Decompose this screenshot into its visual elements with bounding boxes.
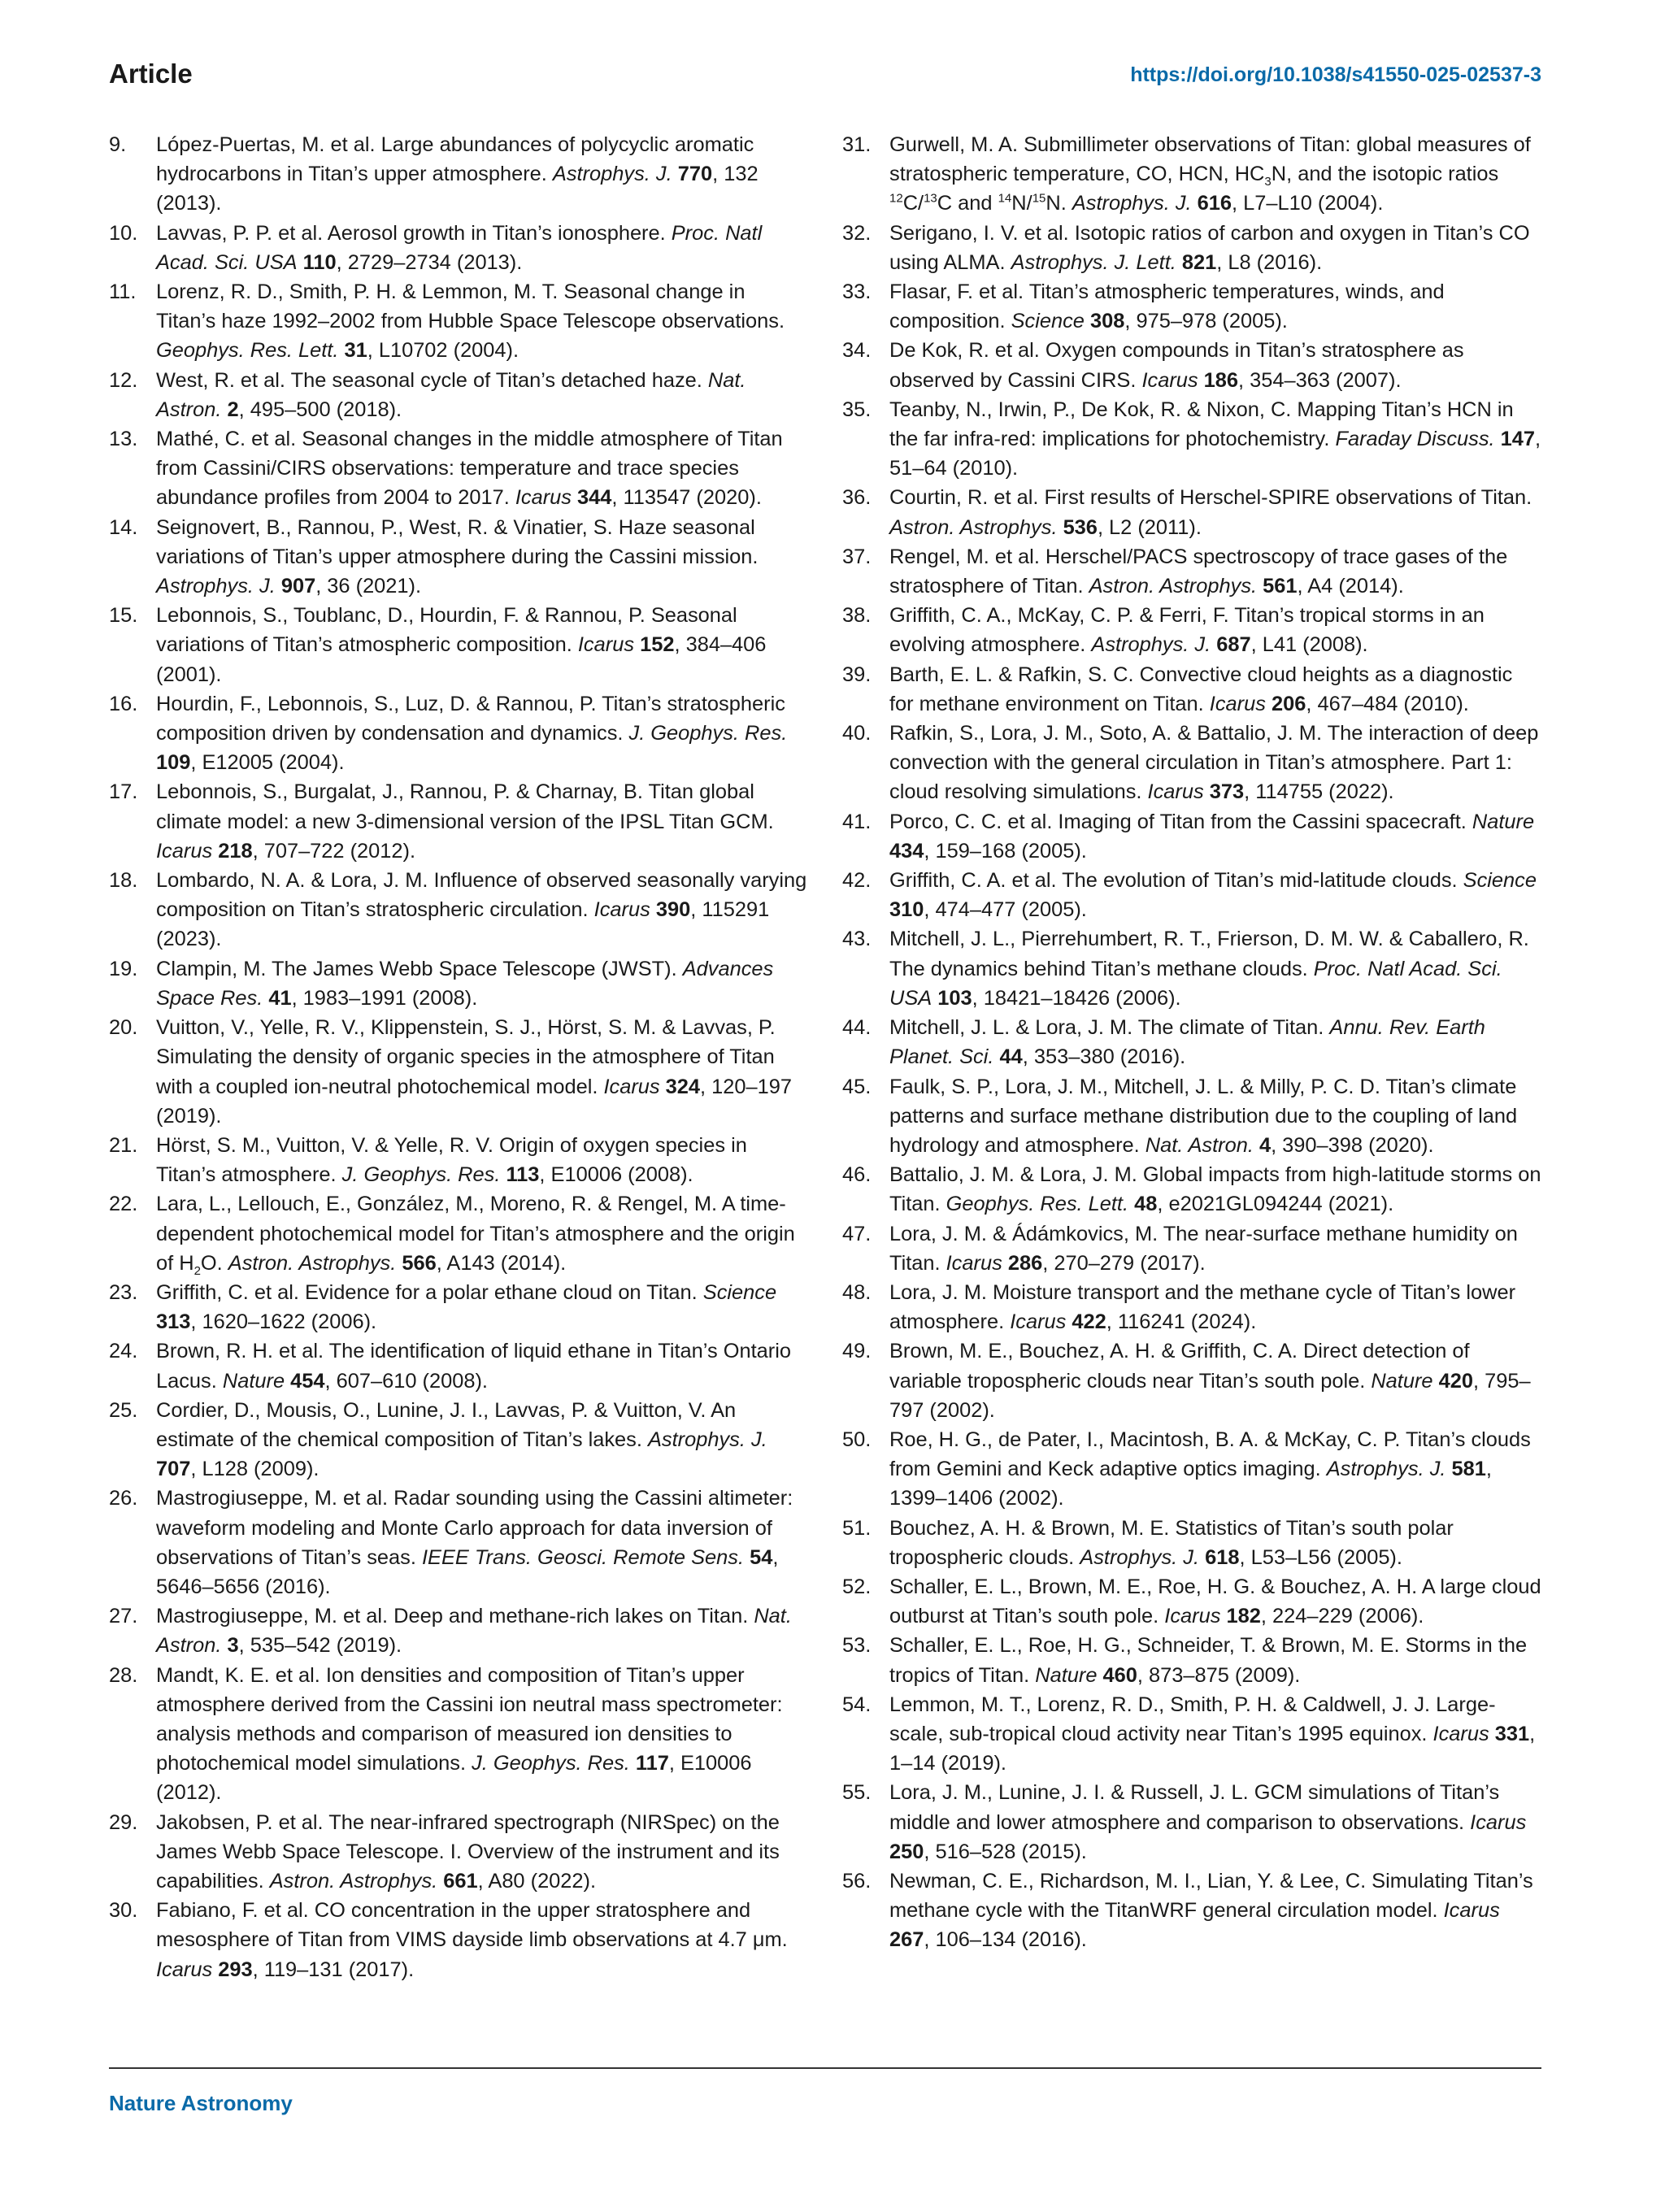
reference-text: Gurwell, M. A. Submillimeter observations of Titan: global measures of stratospheric temperature, CO, HCN, $HC_3N$, and the isotopic ratios $^{12}$C/$^{13}$C and $^{14}$N/$^{15}$N. Astrophys. J. 616, L7–L10 (2004). <box>889 133 1531 215</box>
reference-item <box>109 277 808 366</box>
reference-number: 14. <box>109 515 138 539</box>
reference-text: López-Puertas, M. et al. Large abundances of polycyclic aromatic hydrocarbons in Titan’s upper atmosphere. Astrophys. J. 770, 132 (2013). <box>156 133 759 215</box>
reference-item <box>109 1013 808 1131</box>
page-header <box>109 59 1541 94</box>
reference-number: 21. <box>109 1133 138 1157</box>
reference-item <box>842 601 1541 659</box>
reference-item <box>842 660 1541 719</box>
reference-text: West, R. et al. The seasonal cycle of Titan’s detached haze. Nat. Astron. 2, 495–500 (2018). <box>156 368 746 421</box>
reference-text: Lorenz, R. D., Smith, P. H. & Lemmon, M. T. Seasonal change in Titan’s haze 1992–2002 from Hubble Space Telescope observations. Geophys. Res. Lett. 31, L10702 (2004). <box>156 280 785 363</box>
reference-item <box>842 719 1541 807</box>
reference-number: 53. <box>842 1634 872 1658</box>
references-column-right <box>842 130 1541 1955</box>
reference-text: Mitchell, J. L., Pierrehumbert, R. T., Frierson, D. M. W. & Caballero, R. The dynamics behind Titan’s methane clouds. Proc. Natl Acad. Sci. USA 103, 18421–18426 (2006). <box>889 928 1529 1010</box>
reference-number: 47. <box>842 1222 872 1245</box>
reference-item <box>842 483 1541 541</box>
reference-number: 34. <box>842 339 872 363</box>
reference-number: 19. <box>109 957 138 980</box>
reference-number: 54. <box>842 1693 872 1716</box>
reference-number: 40. <box>842 722 872 745</box>
reference-text: Teanby, N., Irwin, P., De Kok, R. & Nixon, C. Mapping Titan’s HCN in the far infra-red: implications for photochemistry. Faraday Discuss. 147, 51–64 (2010). <box>889 398 1541 480</box>
reference-number: 26. <box>109 1487 138 1510</box>
reference-number: 33. <box>842 280 872 304</box>
reference-number: 20. <box>109 1016 138 1040</box>
reference-number: 29. <box>109 1810 138 1834</box>
reference-text: Lora, J. M., Lunine, J. I. & Russell, J. L. GCM simulations of Titan’s middle and lower atmosphere and comparison to observations. Icarus 250, 516–528 (2015). <box>889 1781 1527 1863</box>
reference-item <box>109 954 808 1013</box>
reference-number: 56. <box>842 1869 872 1893</box>
reference-text: Schaller, E. L., Roe, H. G., Schneider, T. & Brown, M. E. Storms in the tropics of Titan. Nature 460, 873–875 (2009). <box>889 1634 1528 1687</box>
reference-text: Flasar, F. et al. Titan’s atmospheric temperatures, winds, and composition. Science 308, 975–978 (2005). <box>889 280 1445 333</box>
reference-number: 11. <box>109 280 137 304</box>
reference-text: Griffith, C. A., McKay, C. P. & Ferri, F. Titan’s tropical storms in an evolving atmosphere. Astrophys. J. 687, L41 (2008). <box>889 604 1485 657</box>
reference-number: 41. <box>842 810 872 833</box>
reference-text: Schaller, E. L., Brown, M. E., Roe, H. G. & Bouchez, A. H. A large cloud outburst at Titan’s south pole. Icarus 182, 224–229 (2006). <box>889 1575 1541 1628</box>
reference-text: Brown, R. H. et al. The identification of liquid ethane in Titan’s Ontario Lacus. Nature 454, 607–610 (2008). <box>156 1340 791 1393</box>
reference-item <box>109 130 808 219</box>
reference-number: 43. <box>842 928 872 951</box>
reference-item <box>842 1013 1541 1071</box>
reference-text: Cordier, D., Mousis, O., Lunine, J. I., Lavvas, P. & Vuitton, V. An estimate of the chemical composition of Titan’s lakes. Astrophys. J. 707, L128 (2009). <box>156 1398 767 1481</box>
reference-item <box>109 513 808 602</box>
reference-text: Brown, M. E., Bouchez, A. H. & Griffith, C. A. Direct detection of variable tropospheric clouds near Titan’s south pole. Nature 420, 795–797 (2002). <box>889 1340 1531 1422</box>
reference-text: Clampin, M. The James Webb Space Telescope (JWST). Advances Space Res. 41, 1983–1991 (2008). <box>156 957 774 1010</box>
reference-number: 39. <box>842 663 872 686</box>
reference-number: 25. <box>109 1398 138 1422</box>
reference-item <box>109 1189 808 1278</box>
reference-text: Bouchez, A. H. & Brown, M. E. Statistics of Titan’s south polar tropospheric clouds. Astrophys. J. 618, L53–L56 (2005). <box>889 1516 1454 1569</box>
reference-item <box>109 1396 808 1484</box>
reference-item <box>842 866 1541 924</box>
reference-number: 36. <box>842 486 872 510</box>
journal-name: Nature Astronomy <box>109 2091 293 2115</box>
reference-number: 28. <box>109 1663 138 1687</box>
reference-number: 22. <box>109 1193 138 1216</box>
reference-text: Rafkin, S., Lora, J. M., Soto, A. & Battalio, J. M. The interaction of deep convection with the general circulation in Titan’s atmosphere. Part 1: cloud resolving simulations. Icarus 373, 114755 (2022). <box>889 722 1539 804</box>
reference-text: Porco, C. C. et al. Imaging of Titan from the Cassini spacecraft. Nature 434, 159–168 (2005). <box>889 810 1535 863</box>
reference-item <box>842 1572 1541 1631</box>
section-label: Article <box>109 59 193 89</box>
reference-number: 38. <box>842 604 872 628</box>
reference-text: De Kok, R. et al. Oxygen compounds in Titan’s stratosphere as observed by Cassini CIRS. Icarus 186, 354–363 (2007). <box>889 339 1464 392</box>
reference-item <box>109 689 808 778</box>
reference-item <box>109 1661 808 1808</box>
reference-text: Lara, L., Lellouch, E., González, M., Moreno, R. & Rengel, M. A time-dependent photochemical model for Titan’s atmosphere and the origin of $H_2O$. Astron. Astrophys. 566, A143 (2014). <box>156 1193 795 1278</box>
reference-number: 10. <box>109 221 138 245</box>
reference-item <box>109 866 808 954</box>
reference-item <box>109 1131 808 1189</box>
reference-text: Mastrogiuseppe, M. et al. Radar sounding using the Cassini altimeter: waveform modeling and Monte Carlo approach for data inversion of observations of Titan’s seas. IEEE Trans. Geosci. Remote Sens. 54, 5646–5656 (2016). <box>156 1487 793 1598</box>
reference-item <box>842 336 1541 394</box>
reference-item <box>109 219 808 277</box>
reference-text: Hörst, S. M., Vuitton, V. & Yelle, R. V. Origin of oxygen species in Titan’s atmosphere. J. Geophys. Res. 113, E10006 (2008). <box>156 1133 747 1187</box>
reference-item <box>842 1336 1541 1425</box>
reference-text: Lombardo, N. A. & Lora, J. M. Influence of observed seasonally varying composition on Titan’s stratospheric circulation. Icarus 390, 115291 (2023). <box>156 869 807 951</box>
reference-text: Vuitton, V., Yelle, R. V., Klippenstein, S. J., Hörst, S. M. & Lavvas, P. Simulating the density of organic species in the atmosphere of Titan with a coupled ion-neutral photochemical model. Icarus 324, 120–197 (2019). <box>156 1016 793 1128</box>
reference-item <box>842 1778 1541 1867</box>
reference-text: Mastrogiuseppe, M. et al. Deep and methane-rich lakes on Titan. Nat. Astron. 3, 535–542 (2019). <box>156 1605 792 1658</box>
reference-item <box>842 1690 1541 1779</box>
reference-number: 42. <box>842 869 872 893</box>
reference-text: Lemmon, M. T., Lorenz, R. D., Smith, P. H. & Caldwell, J. J. Large-scale, sub-tropical cloud activity near Titan’s 1995 equinox. Icarus 331, 1–14 (2019). <box>889 1693 1536 1775</box>
reference-number: 23. <box>109 1280 138 1304</box>
reference-text: Lavvas, P. P. et al. Aerosol growth in Titan’s ionosphere. Proc. Natl Acad. Sci. USA 110, 2729–2734 (2013). <box>156 221 763 274</box>
reference-text: Seignovert, B., Rannou, P., West, R. & Vinatier, S. Haze seasonal variations of Titan’s upper atmosphere during the Cassini mission. Astrophys. J. 907, 36 (2021). <box>156 515 759 598</box>
reference-number: 12. <box>109 368 138 392</box>
reference-text: Jakobsen, P. et al. The near-infrared spectrograph (NIRSpec) on the James Webb Space Telescope. I. Overview of the instrument and its capabilities. Astron. Astrophys. 661, A80 (2022). <box>156 1810 780 1893</box>
reference-item <box>842 1219 1541 1278</box>
reference-item <box>109 424 808 513</box>
reference-text: Hourdin, F., Lebonnois, S., Luz, D. & Rannou, P. Titan’s stratospheric composition driven by condensation and dynamics. J. Geophys. Res. 109, E12005 (2004). <box>156 692 788 775</box>
reference-text: Griffith, C. et al. Evidence for a polar ethane cloud on Titan. Science 313, 1620–1622 (2006). <box>156 1280 777 1334</box>
reference-number: 46. <box>842 1163 872 1187</box>
reference-number: 51. <box>842 1516 872 1540</box>
reference-number: 50. <box>842 1428 872 1451</box>
reference-item <box>109 1896 808 1984</box>
reference-number: 13. <box>109 428 138 451</box>
references-column-left <box>109 130 808 1984</box>
reference-item <box>109 366 808 424</box>
reference-item <box>842 1160 1541 1219</box>
reference-item <box>842 130 1541 219</box>
reference-text: Griffith, C. A. et al. The evolution of Titan’s mid-latitude clouds. Science 310, 474–477 (2005). <box>889 869 1537 922</box>
reference-number: 24. <box>109 1340 138 1363</box>
reference-number: 16. <box>109 692 138 715</box>
doi-link[interactable]: https://doi.org/10.1038/s41550-025-02537-3 <box>1130 63 1541 86</box>
reference-item <box>109 1484 808 1601</box>
reference-item <box>842 1425 1541 1514</box>
reference-item <box>842 1514 1541 1572</box>
reference-number: 35. <box>842 398 872 421</box>
reference-text: Lora, J. M. & Ádámkovics, M. The near-surface methane humidity on Titan. Icarus 286, 270–279 (2017). <box>889 1222 1518 1275</box>
reference-item <box>842 807 1541 866</box>
reference-item <box>109 1601 808 1660</box>
reference-number: 31. <box>842 133 872 156</box>
reference-text: Battalio, J. M. & Lora, J. M. Global impacts from high-latitude storms on Titan. Geophys. Res. Lett. 48, e2021GL094244 (2021). <box>889 1163 1541 1216</box>
reference-item <box>109 1278 808 1336</box>
reference-item <box>842 1278 1541 1336</box>
reference-text: Courtin, R. et al. First results of Herschel-SPIRE observations of Titan. Astron. Astrophys. 536, L2 (2011). <box>889 486 1532 539</box>
reference-text: Rengel, M. et al. Herschel/PACS spectroscopy of trace gases of the stratosphere of Titan. Astron. Astrophys. 561, A4 (2014). <box>889 545 1508 598</box>
reference-text: Mitchell, J. L. & Lora, J. M. The climate of Titan. Annu. Rev. Earth Planet. Sci. 44, 353–380 (2016). <box>889 1016 1485 1069</box>
reference-number: 44. <box>842 1016 872 1040</box>
reference-number: 18. <box>109 869 138 893</box>
reference-text: Lora, J. M. Moisture transport and the methane cycle of Titan’s lower atmosphere. Icarus 422, 116241 (2024). <box>889 1280 1516 1334</box>
reference-item <box>842 395 1541 484</box>
footer-divider <box>109 2067 1541 2069</box>
reference-number: 48. <box>842 1280 872 1304</box>
reference-item <box>842 924 1541 1013</box>
reference-item <box>109 1808 808 1897</box>
reference-text: Lebonnois, S., Toublanc, D., Hourdin, F. & Rannou, P. Seasonal variations of Titan’s atmospheric composition. Icarus 152, 384–406 (2001). <box>156 604 767 686</box>
reference-item <box>842 1072 1541 1161</box>
reference-item <box>842 277 1541 336</box>
reference-text: Serigano, I. V. et al. Isotopic ratios of carbon and oxygen in Titan’s CO using ALMA. Astrophys. J. Lett. 821, L8 (2016). <box>889 221 1530 274</box>
reference-text: Mathé, C. et al. Seasonal changes in the middle atmosphere of Titan from Cassini/CIRS observations: temperature and trace species abundance profiles from 2004 to 2017. Icarus 344, 113547 (2020). <box>156 428 783 510</box>
reference-item <box>109 601 808 689</box>
reference-number: 55. <box>842 1781 872 1805</box>
reference-number: 37. <box>842 545 872 568</box>
reference-number: 15. <box>109 604 138 628</box>
reference-number: 32. <box>842 221 872 245</box>
reference-item <box>842 542 1541 601</box>
reference-number: 30. <box>109 1899 138 1923</box>
reference-text: Lebonnois, S., Burgalat, J., Rannou, P. & Charnay, B. Titan global climate model: a new 3-dimensional version of the IPSL Titan GCM. Icarus 218, 707–722 (2012). <box>156 780 774 863</box>
reference-item <box>842 219 1541 277</box>
reference-item <box>842 1631 1541 1689</box>
reference-number: 27. <box>109 1605 138 1628</box>
reference-item <box>842 1867 1541 1955</box>
reference-item <box>109 1336 808 1395</box>
reference-number: 9. <box>109 133 127 156</box>
reference-text: Barth, E. L. & Rafkin, S. C. Convective cloud heights as a diagnostic for methane environment on Titan. Icarus 206, 467–484 (2010). <box>889 663 1513 715</box>
reference-number: 17. <box>109 780 138 804</box>
reference-text: Roe, H. G., de Pater, I., Macintosh, B. A. & McKay, C. P. Titan’s clouds from Gemini and Keck adaptive optics imaging. Astrophys. J. 581, 1399–1406 (2002). <box>889 1428 1531 1510</box>
reference-number: 45. <box>842 1075 872 1098</box>
reference-text: Fabiano, F. et al. CO concentration in the upper stratosphere and mesosphere of Titan from VIMS dayside limb observations at 4.7 μm. Icarus 293, 119–131 (2017). <box>156 1899 788 1981</box>
reference-number: 52. <box>842 1575 872 1598</box>
reference-text: Newman, C. E., Richardson, M. I., Lian, Y. & Lee, C. Simulating Titan’s methane cycle with the TitanWRF general circulation model. Icarus 267, 106–134 (2016). <box>889 1869 1533 1952</box>
reference-text: Faulk, S. P., Lora, J. M., Mitchell, J. L. & Milly, P. C. D. Titan’s climate patterns and surface methane distribution due to the coupling of land hydrology and atmosphere. Nat. Astron. 4, 390–398 (2020). <box>889 1075 1518 1157</box>
reference-number: 49. <box>842 1340 872 1363</box>
reference-item <box>109 777 808 866</box>
reference-text: Mandt, K. E. et al. Ion densities and composition of Titan’s upper atmosphere derived from the Cassini ion neutral mass spectrometer: analysis methods and comparison of measured ion densities to photochemical model simulations. J. Geophys. Res. 117, E10006 (2012). <box>156 1663 783 1805</box>
